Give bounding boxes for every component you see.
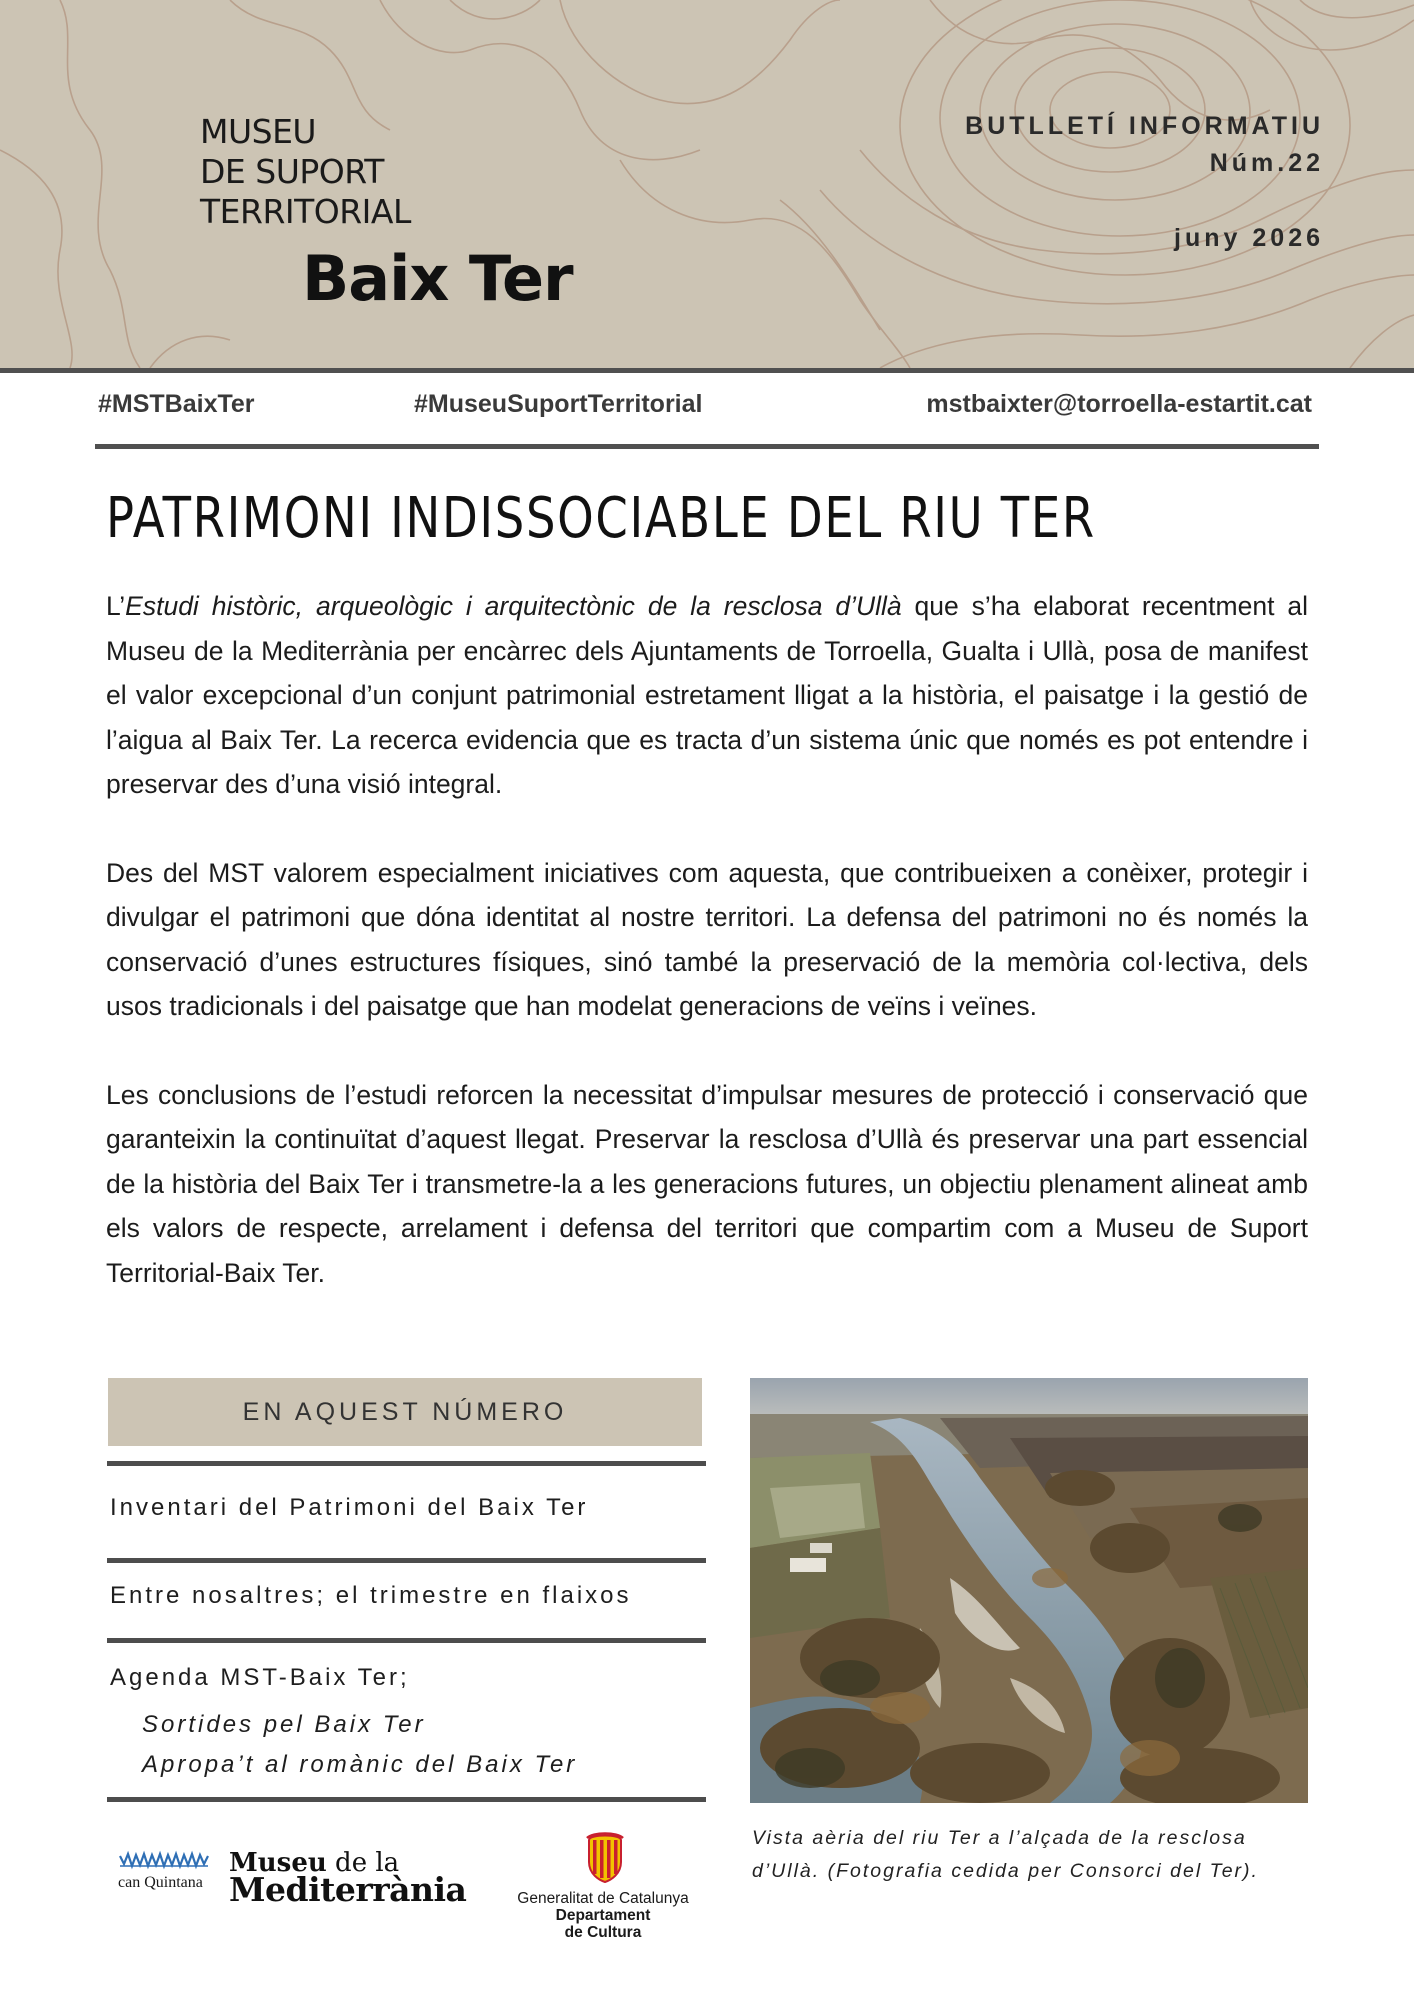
issue-divider [107, 1558, 706, 1563]
museu-mediterrania-logo-line2: Mediterrània [229, 1870, 467, 1909]
mm-museu: Museu [229, 1848, 327, 1878]
photo-caption [752, 1822, 1312, 1888]
in-this-issue-heading: EN AQUEST NÚMERO [108, 1378, 702, 1446]
paragraph-1-prefix: L’ [106, 591, 126, 621]
museum-name-line1: MUSEU [200, 112, 317, 151]
hashtag-museusuportterritorial[interactable]: #MuseuSuportTerritorial [414, 390, 703, 418]
mm-de-la: de la [326, 1848, 400, 1878]
contact-email-link[interactable]: mstbaixter@torroella-estartit.cat [926, 390, 1312, 418]
tags-divider [95, 444, 1319, 449]
aerial-river-image [750, 1378, 1308, 1803]
issue-item-entre-nosaltres[interactable]: Entre nosaltres; el trimestre en flaixos [110, 1582, 632, 1609]
issue-item-inventari[interactable]: Inventari del Patrimoni del Baix Ter [110, 1494, 589, 1521]
museum-name [200, 112, 411, 232]
photo-caption-line2: d’Ullà. (Fotografia cedida per Consorci del Ter). [752, 1860, 1259, 1882]
header-divider [0, 368, 1414, 373]
gencat-line1: Generalitat de Catalunya [517, 1890, 689, 1907]
hashtag-mstbaixter[interactable]: #MSTBaixTer [98, 390, 255, 418]
gencat-line3: de Cultura [564, 1924, 642, 1941]
header-banner [0, 0, 1414, 368]
aerial-photo-riu-ter [750, 1378, 1308, 1803]
article-body [106, 584, 1308, 1339]
article-paragraph-3: Les conclusions de l’estudi reforcen la necessitat d’impulsar mesures de protecció i conservació que garanteixin la continuïtat d’aquest llegat. Preservar la resclosa d’Ullà és preservar una part essencial de la història del Baix Ter i transmetre-la a les generacions futures, un objectiu plenament alineat amb els valors de respecte, arrelament i defensa del territori que compartim com a Museu de Suport Territorial-Baix Ter. [106, 1079, 1308, 1288]
issue-divider [107, 1797, 706, 1802]
museum-name-line2: DE SUPORT [200, 152, 384, 191]
photo-caption-line1: Vista aèria del riu Ter a l’alçada de la resclosa [752, 1827, 1247, 1849]
article-paragraph-1 [106, 584, 1308, 807]
issue-item-sortides[interactable]: Sortides pel Baix Ter [142, 1711, 426, 1738]
paragraph-1-text: que s’ha elaborat recentment al Museu de la Mediterrània per encàrrec dels Ajuntaments de Torroella, Gualta i Ullà, posa de manifest el valor excepcional d’un conjunt patrimonial estretament lligat a la història, el paisatge i la gestió de l’aigua al Baix Ter. La recerca evidencia que es tracta d’un sistema únic que només es pot entendre i preservar des d’una visió integral. [106, 591, 1308, 799]
bulletin-info [965, 108, 1324, 257]
issue-divider [107, 1638, 706, 1643]
brand-name: Baix Ter [302, 242, 573, 315]
bulletin-label: BUTLLETÍ INFORMATIU [965, 112, 1324, 140]
generalitat-emblem-icon [583, 1832, 627, 1884]
issue-divider [107, 1461, 706, 1466]
issue-number: Núm.22 [1209, 149, 1324, 177]
article-title: PATRIMONI INDISSOCIABLE DEL RIU TER [106, 486, 1096, 551]
study-title: Estudi històric, arqueològic i arquitectònic de la resclosa d’Ullà [125, 591, 902, 621]
issue-date: juny 2026 [1174, 224, 1324, 252]
article-paragraph-2: Des del MST valorem especialment iniciatives com aquesta, que contribueixen a conèixer, protegir i divulgar el patrimoni que dóna identitat al nostre territori. La defensa del patrimoni no és només la conservació d’unes estructures físiques, sinó també la preservació de la memòria col·lectiva, dels usos tradicionals i del paisatge que han modelat generacions de veïns i veïnes. [106, 857, 1308, 1021]
tags-bar [98, 390, 1312, 426]
issue-item-romanic[interactable]: Apropa’t al romànic del Baix Ter [142, 1751, 578, 1778]
gencat-line2: Departament [555, 1907, 651, 1924]
can-quintana-name: can Quintana [118, 1874, 203, 1891]
issue-item-agenda[interactable]: Agenda MST-Baix Ter; [110, 1664, 410, 1691]
museum-name-line3: TERRITORIAL [200, 192, 411, 231]
generalitat-logo-text [498, 1890, 708, 1941]
